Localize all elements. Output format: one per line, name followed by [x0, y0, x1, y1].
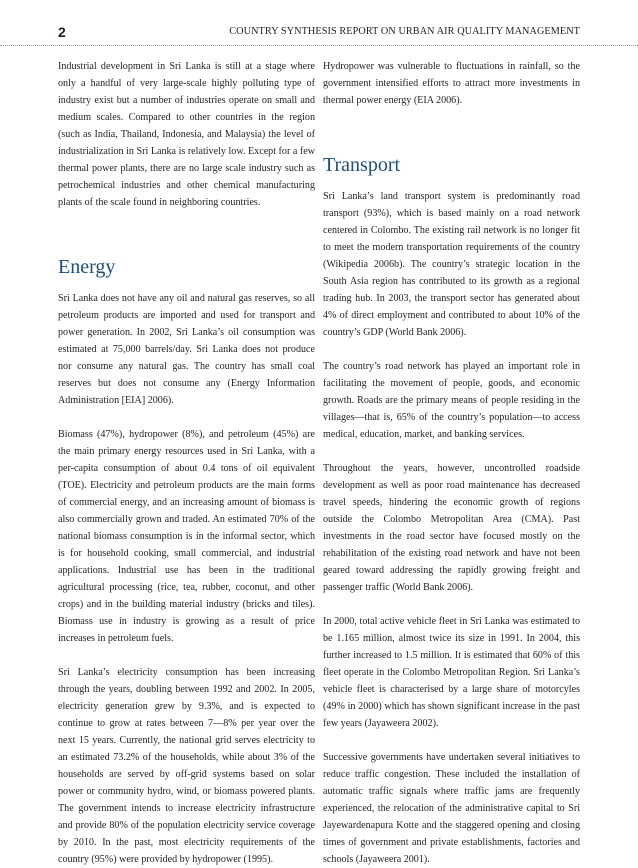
transport-paragraph-4: In 2000, total active vehicle fleet in Sri Lanka was estimated to be 1.165 million, almost twice its size in 1991. In 2004, this further increased to 1.5 million. It is estimated that 60% of this fleet operate in the Colombo Metropolitan Region. Sri Lanka’s vehicle fleet is characterised by a large share of motorcyles (49% in 2000) which has shown significant increase in the past few years (Jayaweera 2002).	[323, 616, 580, 729]
industry-paragraph: Industrial development in Sri Lanka is still at a stage where only a handful of very large-scale highly polluting type of industry exist but a number of industries operate on small and medium scales. Compared to other countries in the region (such as India, Thailand, Indonesia, and Malaysia) the level of industrialization in Sri Lanka is relatively low. Except for a few thermal power plants, there are no large scale industry such as petrochemical industries and other chemical manufacturing plants of the scale found in neighboring countries.	[58, 61, 315, 208]
energy-paragraph-1: Sri Lanka does not have any oil and natural gas reserves, so all petroleum products are imported and used for transport and power generation. In 2002, Sri Lanka’s oil consumption was estimated at 75,000 barrels/day. Sri Lanka does not produce nor consume any natural gas. The country has small coal reserves but does not consume any (Energy Information Administration [EIA] 2006).	[58, 293, 315, 406]
hydropower-paragraph: Hydropower was vulnerable to fluctuations in rainfall, so the government intensified efforts to attract more investments in thermal power energy (EIA 2006).	[323, 61, 580, 106]
left-column	[58, 58, 315, 868]
page-number: 2	[58, 24, 66, 40]
transport-heading: Transport	[323, 154, 401, 176]
energy-paragraph-2: Biomass (47%), hydropower (8%), and petroleum (45%) are the main primary energy resources used in Sri Lanka, with a per-capita consumption of about 0.4 tons of oil equivalent (TOE). Electricity and petroleum products are the main forms of commercial energy, and an increasing amount of biomass is also commercially grown and traded. An estimated 70% of the national biomass consumption is in the informal sector, which is for household cooking, small commercial, and industrial applications. Industrial use has been in the traditional agricultural processing (rice, tea, rubber, coconut, and other crops) and in the building material industry (bricks and tiles). Biomass use in industry is growing as a result of price increases in petroleum fuels.	[58, 429, 315, 644]
page-header	[0, 0, 638, 48]
right-column	[323, 58, 580, 868]
running-title: COUNTRY SYNTHESIS REPORT ON URBAN AIR QUALITY MANAGEMENT	[229, 26, 580, 37]
transport-paragraph-1: Sri Lanka’s land transport system is predominantly road transport (93%), which is based mainly on a road network centered in Colombo. The existing rail network is no longer fit to meet the modern transportation requirements of the country (Wikipedia 2006b). The country’s strategic location in the South Asia region has contributed to its growth as a regional trading hub. In 2003, the transport sector has generated about 4% of direct employment and contributed to about 10% of the country’s GDP (World Bank 2006).	[323, 191, 580, 338]
transport-paragraph-3: Throughout the years, however, uncontrolled roadside development as well as poor road maintenance has decreased travel speeds, hindering the economic growth of regions outside the Colombo Metropolitan Area (CMA). Past investments in the road sector have focused mostly on the rehabilitation of the existing road network and have not been geared toward addressing the rapidly growing freight and passenger traffic (World Bank 2006).	[323, 463, 580, 593]
energy-paragraph-3: Sri Lanka’s electricity consumption has been increasing through the years, doubling between 1992 and 2002. In 2005, electricity generation grew by 9.3%, and is expected to continue to grow at rates between 7—8% per year over the next 15 years. Currently, the national grid serves electricity to an estimated 73.2% of the households, while about 3% of the households are served by off-grid systems based on solar power or community hydro, wind, or biomass powered plants. The government intends to increase electricity infrastructure and provide 80% of the population electricity service coverage by 2010. In the past, most electricity requirements of the country (95%) were provided by hydropower (1995).	[58, 667, 315, 865]
transport-paragraph-2: The country’s road network has played an important role in facilitating the movement of people, goods, and economic growth. Roads are the primary means of people residing in the villages—that is, 65% of the country’s population—to access medical, education, market, and banking services.	[323, 361, 580, 440]
energy-heading: Energy	[58, 256, 116, 278]
transport-paragraph-5: Successive governments have undertaken several initiatives to reduce traffic congestion. These included the installation of automatic traffic signals where traffic jams are frequently experienced, the relocation of the administrative capital to Sri Jayewardenapura Kotte and the staggered opening and closing times of government and private establishments, factories and schools (Jayaweera 2001).	[323, 752, 580, 865]
header-divider	[0, 45, 638, 46]
